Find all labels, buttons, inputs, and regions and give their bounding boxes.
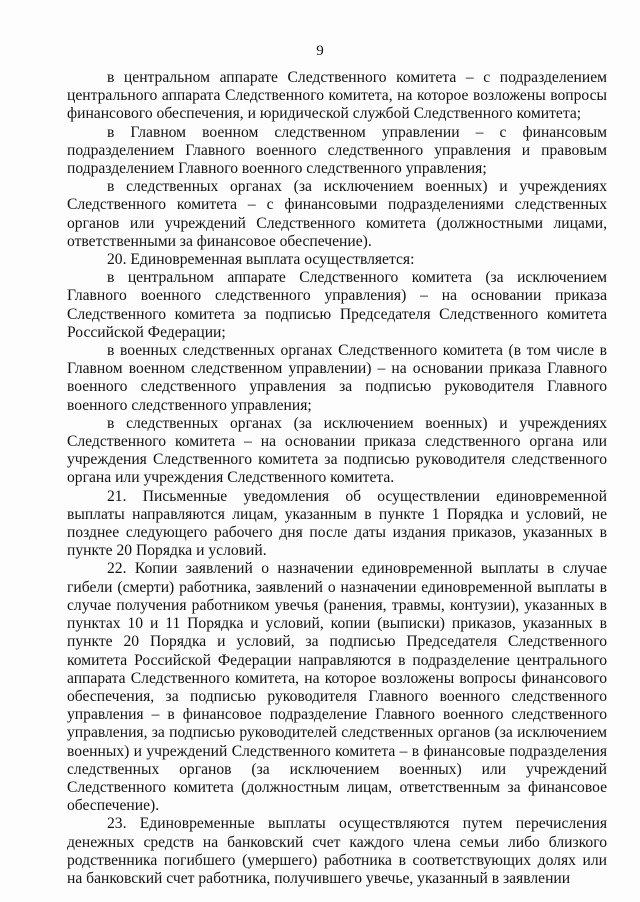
paragraph-investigative-bodies-payment: в следственных органах (за исключением военных) и учреждениях Следственного комитета – на основании приказа следственного органа или учреждения Следственного комитета за подписью руководителя следственного органа или учреждения Следственного комитета. [67,414,607,487]
page-number: 9 [316,43,324,59]
paragraph-military-directorate-coordination: в Главном военном следственном управлении – с финансовым подразделением Главного военного следственного управления и правовым подразделением Главного военного следственного управления; [67,123,607,178]
paragraph-investigative-bodies-coordination: в следственных органах (за исключением военных) и учреждениях Следственного комитета – с финансовыми подразделениями следственных органов или учреждений Следственного комитета (должностными лицами, ответственными за финансовое обеспечение). [67,178,607,250]
paragraph-central-apparatus-payment: в центральном аппарате Следственного комитета (за исключением Главного военного следственного управления) – на основании приказа Следственного комитета за подписью Председателя Следственного комитета Российской Федерации; [67,269,607,341]
paragraph-clause-23: 23. Единовременные выплаты осуществляются путем перечисления денежных средств на банковский счет каждого члена семьи либо близкого родственника погибшего (умершего) работника в соответствующих долях или на банковский счет работника, получившего увечье, указанный в заявлении [67,815,607,887]
paragraph-clause-21: 21. Письменные уведомления об осуществлении единовременной выплаты направляются лицам, указанным в пункте 1 Порядка и условий, не позднее следующего рабочего дня после даты издания приказов, указанных в пункте 20 Порядка и условий. [67,487,607,560]
document-body [67,69,607,888]
paragraph-clause-22: 22. Копии заявлений о назначении единовременной выплаты в случае гибели (смерти) работника, заявлений о назначении единовременной выплаты в случае получения работником увечья (ранения, травмы, контузии), указанных в пунктах 10 и 11 Порядка и условий, копии (выписки) приказов, указанных в пункте 20 Порядка и условий, за подписью Председателя Следственного комитета Российской Федерации направляются в подразделение центрального аппарата Следственного комитета, на которое возложены вопросы финансового обеспечения, за подписью руководителя Главного военного следственного управления – в финансовое подразделение Главного военного следственного управления, за подписью руководителей следственных органов (за исключением военных) и учреждений Следственного комитета – в финансовые подразделения следственных органов (за исключением военных) или учреждений Следственного комитета (должностным лицам, ответственным за финансовое обеспечение). [67,560,607,815]
paragraph-central-apparatus-coordination: в центральном аппарате Следственного комитета – с подразделением центрального аппарата Следственного комитета, на которое возложены вопросы финансового обеспечения, и юридической службой Следственного комитета; [67,69,607,123]
paragraph-clause-20: 20. Единовременная выплата осуществляется: [107,251,415,269]
paragraph-military-bodies-payment: в военных следственных органах Следственного комитета (в том числе в Главном военном следственном управлении) – на основании приказа Главного военного следственного управления за подписью руководителя Главного военного следственного управления; [67,342,607,414]
